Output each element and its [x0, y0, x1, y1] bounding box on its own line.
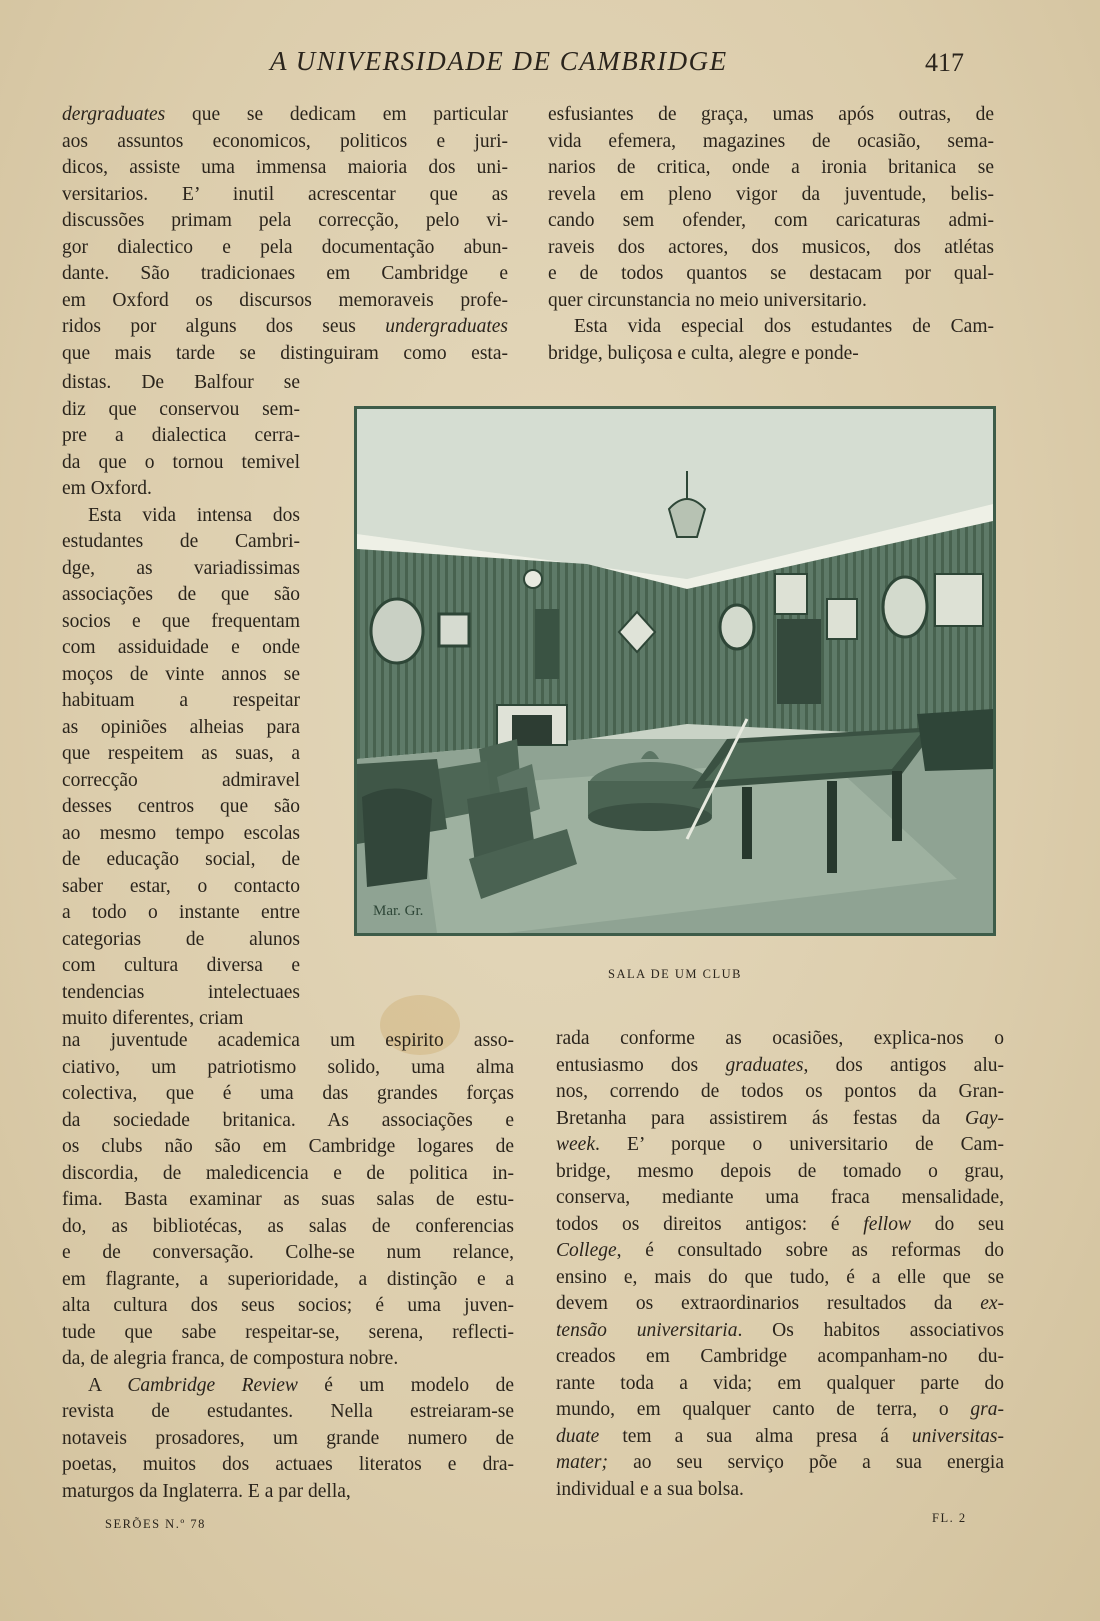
club-room-illustration	[357, 409, 993, 933]
text-segment: correcção admiravel	[62, 769, 300, 791]
italic-term: universitas-	[911, 1425, 1004, 1447]
text-line	[62, 102, 508, 129]
text-segment: em Oxford os discursos memoraveis profe-	[62, 289, 508, 311]
text-segment: , dos antigos alu-	[803, 1054, 1004, 1076]
text-segment: da sociedade britanica. As associações e	[62, 1109, 514, 1131]
text-segment: rante toda a vida; em qualquer parte do	[556, 1372, 1004, 1394]
text-segment: saber estar, o contacto	[62, 875, 300, 897]
text-line	[548, 261, 994, 288]
text-segment: mundo, em qualquer canto de terra, o	[556, 1399, 971, 1420]
text-segment: bridge, mesmo depois de tomado o grau,	[556, 1160, 1004, 1182]
text-segment: rada conforme as ocasiões, explica-nos o	[556, 1028, 1004, 1049]
italic-term: Gay-	[965, 1107, 1004, 1129]
text-segment: dge, as variadissimas	[62, 557, 300, 579]
text-segment: Bretanha para assistirem ás festas da	[556, 1107, 966, 1129]
text-segment: socios e que frequentam	[62, 610, 300, 632]
text-line	[556, 1265, 1004, 1292]
text-segment: categorias de alunos	[62, 928, 300, 950]
text-segment: com cultura diversa e	[62, 955, 300, 976]
text-line	[62, 1134, 514, 1161]
text-segment: discussões primam pela correcção, pelo vi-	[62, 210, 508, 231]
text-line	[62, 1214, 514, 1241]
text-line	[556, 1424, 1004, 1451]
text-line	[556, 1344, 1004, 1371]
text-segment: nos, correndo de todos os pontos da Gran-	[556, 1081, 1004, 1102]
text-line	[548, 155, 994, 182]
text-line	[62, 1426, 514, 1453]
text-segment: ensino e, mais do que tudo, é a elle que se	[556, 1266, 1004, 1288]
text-line	[548, 314, 994, 341]
text-line	[548, 102, 994, 129]
text-line	[62, 847, 300, 874]
text-segment: notaveis prosadores, um grande numero de	[62, 1427, 514, 1449]
text-line	[62, 874, 300, 901]
italic-term: College	[556, 1240, 617, 1261]
text-line	[62, 529, 300, 556]
text-line	[62, 1267, 514, 1294]
figure-caption: SALA DE UM CLUB	[608, 967, 742, 981]
text-segment: que respeitem as suas, a	[62, 743, 300, 764]
text-segment: discordia, de maledicencia e de politica in-	[62, 1162, 514, 1184]
text-line	[556, 1185, 1004, 1212]
text-segment: maturgos da Inglaterra. E a par della,	[62, 1480, 351, 1502]
footer-issue: SERÕES N.º 78	[105, 1517, 206, 1531]
text-line	[62, 927, 300, 954]
text-segment: Esta vida intensa dos	[88, 504, 300, 526]
text-line	[556, 1397, 1004, 1424]
text-line	[62, 980, 300, 1007]
text-segment: que mais tarde se distinguiram como esta-	[62, 342, 508, 364]
text-line	[556, 1159, 1004, 1186]
text-line	[62, 503, 300, 530]
text-segment: quer circunstancia no meio universitario.	[548, 289, 867, 311]
text-segment: alta cultura dos seus socios; é uma juven-	[62, 1295, 514, 1316]
text-line	[548, 235, 994, 262]
text-segment: tem a sua alma presa á	[599, 1425, 912, 1447]
text-segment: creados em Cambridge acompanham-no du-	[556, 1346, 1004, 1367]
text-line	[62, 1479, 514, 1506]
text-segment: conserva, mediante uma fraca mensalidade,	[556, 1187, 1004, 1208]
text-line	[62, 1055, 514, 1082]
text-segment: muito diferentes, criam	[62, 1008, 244, 1029]
text-segment: desses centros que são	[62, 796, 300, 817]
italic-term: ex-	[980, 1293, 1004, 1314]
text-segment: dicos, assiste uma immensa maioria dos uni-	[62, 157, 508, 178]
italic-term: undergraduates	[385, 316, 508, 337]
text-segment: . E’ porque o universitario de Cam-	[594, 1134, 1004, 1155]
italic-term: week	[556, 1134, 595, 1155]
text-line	[556, 1450, 1004, 1477]
text-line	[62, 423, 300, 450]
text-segment: raveis dos actores, dos musicos, dos atlétas	[548, 236, 994, 258]
text-line	[62, 1399, 514, 1426]
text-segment: versitarios. E’ inutil acrescentar que as	[62, 183, 508, 205]
text-line	[62, 235, 508, 262]
text-segment: pre a dialectica cerra-	[62, 425, 300, 446]
text-segment: narios de critica, onde a ironia britanica se	[548, 157, 994, 178]
text-segment: habituam a respeitar	[62, 690, 300, 711]
text-segment: moços de vinte annos se	[62, 663, 300, 685]
text-line	[62, 609, 300, 636]
italic-term: dergraduates	[62, 104, 166, 125]
text-segment: ao mesmo tempo escolas	[62, 822, 300, 844]
text-line	[62, 1028, 514, 1055]
text-line	[62, 1320, 514, 1347]
text-segment: na juventude academica um espirito asso-	[62, 1030, 514, 1051]
text-segment: associações de que são	[62, 584, 300, 605]
text-line	[62, 953, 300, 980]
text-segment: aos assuntos economicos, politicos e juri-	[62, 130, 508, 152]
text-segment: todos os direitos antigos: é	[556, 1213, 864, 1235]
text-line	[62, 182, 508, 209]
text-segment: distas. De Balfour se	[62, 372, 300, 393]
text-line	[556, 1212, 1004, 1239]
text-segment: ciativo, um patriotismo solido, uma alma	[62, 1056, 514, 1078]
text-column-right-top	[548, 102, 994, 367]
text-line	[62, 370, 300, 397]
text-line	[62, 1187, 514, 1214]
text-line	[548, 129, 994, 156]
text-segment: as opiniões alheias para	[62, 716, 300, 738]
text-line	[62, 768, 300, 795]
text-line	[548, 182, 994, 209]
text-segment: fima. Basta examinar as suas salas de estu-	[62, 1189, 514, 1210]
text-segment: a todo o instante entre	[62, 902, 300, 923]
text-segment: em Oxford.	[62, 478, 152, 499]
text-line	[62, 208, 508, 235]
text-segment: estudantes de Cambri-	[62, 531, 300, 552]
text-line	[556, 1371, 1004, 1398]
italic-term: mater;	[556, 1452, 608, 1473]
club-room-photograph	[354, 406, 996, 936]
text-line	[62, 450, 300, 477]
page-header	[0, 46, 1100, 86]
text-segment: , é consultado sobre as reformas do	[616, 1240, 1004, 1261]
text-line	[62, 582, 300, 609]
text-segment: que se dedicam em particular	[165, 104, 508, 125]
text-column-left-bottom	[62, 1028, 514, 1505]
text-segment: e de todos quantos se destacam por qual-	[548, 263, 994, 284]
page-number: 417	[925, 48, 964, 77]
text-line	[62, 397, 300, 424]
text-segment: tude que sabe respeitar-se, serena, reflecti-	[62, 1321, 514, 1343]
text-segment: cando sem ofender, com caricaturas admi-	[548, 210, 994, 231]
text-segment: e de conversação. Colhe-se num relance,	[62, 1242, 514, 1263]
text-segment: com assiduidade e onde	[62, 637, 300, 658]
text-line	[62, 261, 508, 288]
text-segment: revela em pleno vigor da juventude, belis-	[548, 183, 994, 205]
text-segment: devem os extraordinarios resultados da	[556, 1293, 981, 1314]
text-segment: dante. São tradicionaes em Cambridge e	[62, 263, 508, 284]
text-segment: os clubs não são em Cambridge logares de	[62, 1136, 514, 1157]
running-title: A UNIVERSIDADE DE CAMBRIDGE	[270, 46, 728, 76]
text-column-left-narrow	[62, 370, 300, 1033]
text-segment: em flagrante, a superioridade, a distinção e a	[62, 1268, 514, 1290]
text-segment: A	[88, 1374, 128, 1396]
text-line	[62, 1161, 514, 1188]
text-line	[62, 556, 300, 583]
text-segment: poetas, muitos dos actuaes literatos e dra-	[62, 1454, 514, 1475]
text-line	[62, 314, 508, 341]
text-line	[62, 688, 300, 715]
italic-term: gra-	[970, 1399, 1004, 1420]
text-segment: colectiva, que é uma das grandes forças	[62, 1083, 514, 1104]
text-line	[548, 341, 994, 368]
text-line	[62, 1108, 514, 1135]
photo-signature: Mar. Gr.	[373, 903, 424, 919]
text-segment: bridge, buliçosa e culta, alegre e ponde-	[548, 342, 859, 364]
text-line	[62, 129, 508, 156]
text-line	[548, 288, 994, 315]
text-segment: gor dialectico e pela documentação abun-	[62, 236, 508, 258]
text-line	[62, 1293, 514, 1320]
text-line	[62, 1373, 514, 1400]
text-line	[556, 1291, 1004, 1318]
text-line	[556, 1132, 1004, 1159]
text-segment: da, de alegria franca, de compostura nobre.	[62, 1348, 399, 1369]
text-line	[556, 1106, 1004, 1133]
text-segment: do, as bibliotécas, as salas de conferencias	[62, 1215, 514, 1237]
text-line	[556, 1026, 1004, 1053]
footer-signature: FL. 2	[932, 1511, 967, 1525]
text-line	[62, 715, 300, 742]
italic-term: fellow	[863, 1213, 911, 1235]
text-line	[556, 1079, 1004, 1106]
text-line	[556, 1477, 1004, 1504]
text-line	[62, 900, 300, 927]
text-segment: da que o tornou temivel	[62, 451, 300, 473]
text-line	[62, 1346, 514, 1373]
text-segment: . Os habitos associativos	[737, 1319, 1004, 1341]
text-line	[62, 821, 300, 848]
text-segment: tendencias intelectuaes	[62, 981, 300, 1003]
text-segment: ao seu serviço põe a sua energia	[608, 1452, 1004, 1473]
text-line	[548, 208, 994, 235]
text-line	[62, 1081, 514, 1108]
text-line	[62, 1452, 514, 1479]
text-segment: revista de estudantes. Nella estreiaram-se	[62, 1401, 514, 1422]
text-line	[556, 1053, 1004, 1080]
text-line	[62, 476, 300, 503]
text-segment: entusiasmo dos	[556, 1054, 726, 1076]
text-segment: Esta vida especial dos estudantes de Cam-	[574, 316, 994, 337]
text-column-right-bottom	[556, 1026, 1004, 1503]
text-line	[62, 1240, 514, 1267]
text-line	[556, 1238, 1004, 1265]
text-segment: ridos por alguns dos seus	[62, 316, 386, 337]
text-column-left-top	[62, 102, 508, 367]
italic-term: duate	[556, 1425, 600, 1447]
text-segment: de educação social, de	[62, 849, 300, 870]
text-line	[556, 1318, 1004, 1345]
text-segment: individual e a sua bolsa.	[556, 1478, 744, 1500]
italic-term: Cambridge Review	[127, 1374, 298, 1396]
text-line	[62, 741, 300, 768]
text-segment: vida efemera, magazines de ocasião, sema-	[548, 130, 994, 152]
text-segment: diz que conservou sem-	[62, 398, 300, 420]
text-line	[62, 635, 300, 662]
text-line	[62, 288, 508, 315]
text-segment: esfusiantes de graça, umas após outras, de	[548, 104, 994, 125]
italic-term: tensão universitaria	[556, 1319, 738, 1341]
text-line	[62, 662, 300, 689]
italic-term: graduates	[725, 1054, 804, 1076]
text-line	[62, 155, 508, 182]
text-segment: é um modelo de	[297, 1374, 514, 1396]
text-line	[62, 341, 508, 368]
text-line	[62, 794, 300, 821]
text-segment: do seu	[910, 1213, 1004, 1235]
